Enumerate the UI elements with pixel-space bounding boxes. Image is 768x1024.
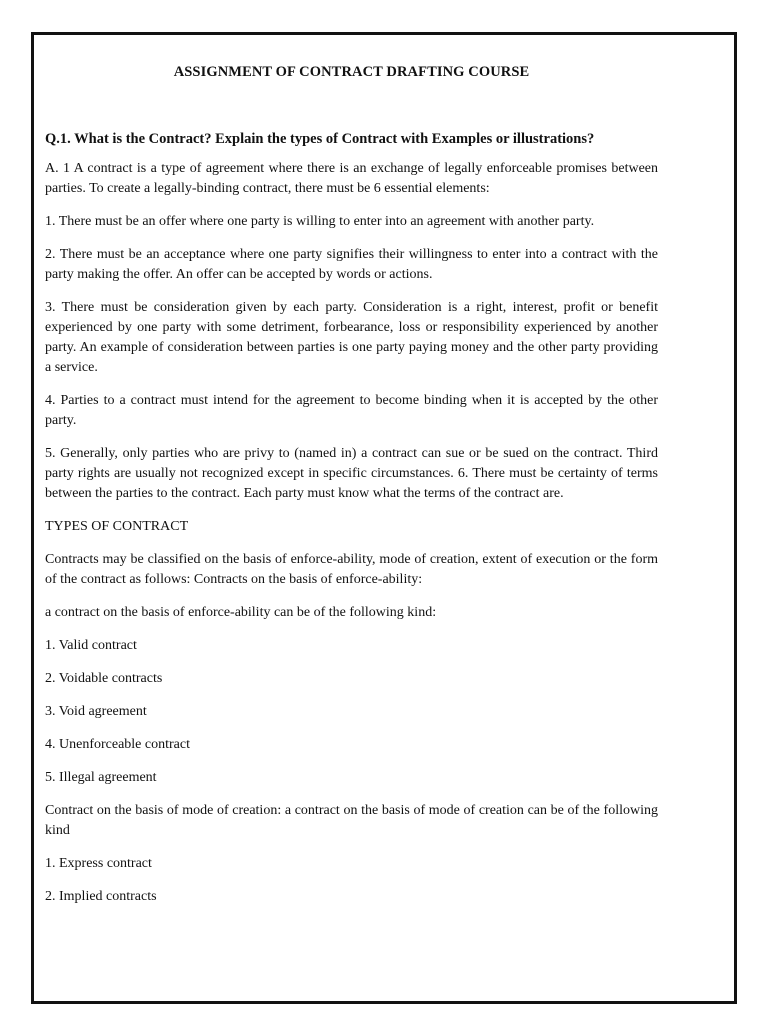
document-body	[45, 62, 658, 920]
element-paragraph: 5. Generally, only parties who are privy to (named in) a contract can sue or be sued on the contract. Third party rights are usually not recognized except in specific circumstances. 6. There must be certainty of terms between the parties to the contract. Each party must know what the terms of the contract are.	[45, 446, 658, 501]
classification-intro: Contracts may be classified on the basis of enforce-ability, mode of creation, extent of execution or the form of the contract as follows: Contracts on the basis of enforce-ability:	[45, 552, 658, 587]
list-item: 1. Express contract	[45, 856, 152, 871]
list-item: 4. Unenforceable contract	[45, 737, 190, 752]
list-item: 2. Voidable contracts	[45, 671, 163, 686]
types-heading: TYPES OF CONTRACT	[45, 519, 189, 534]
list-item: 1. Valid contract	[45, 638, 137, 653]
element-paragraph: 2. There must be an acceptance where one party signifies their willingness to enter into a contract with the party making the offer. An offer can be accepted by words or actions.	[45, 247, 658, 282]
element-paragraph: 3. There must be consideration given by each party. Consideration is a right, interest, profit or benefit experienced by one party with some detriment, forbearance, loss or responsibility experienced by another party. An example of consideration between parties is one party paying money and the other party providing a service.	[45, 300, 658, 375]
enforceability-intro: a contract on the basis of enforce-ability can be of the following kind:	[45, 605, 437, 620]
question-heading: Q.1. What is the Contract? Explain the types of Contract with Examples or illustrations?	[45, 131, 595, 147]
list-item: 2. Implied contracts	[45, 889, 157, 904]
creation-intro: Contract on the basis of mode of creation: a contract on the basis of mode of creation can be of the following kind	[45, 803, 658, 838]
element-paragraph: 1. There must be an offer where one party is willing to enter into an agreement with another party.	[45, 214, 595, 229]
answer-intro: A. 1 A contract is a type of agreement where there is an exchange of legally enforceable promises between parties. To create a legally-binding contract, there must be 6 essential elements:	[45, 161, 658, 196]
document-title: ASSIGNMENT OF CONTRACT DRAFTING COURSE	[173, 64, 530, 80]
list-item: 5. Illegal agreement	[45, 770, 157, 785]
element-paragraph: 4. Parties to a contract must intend for the agreement to become binding when it is accepted by the other party.	[45, 393, 658, 428]
list-item: 3. Void agreement	[45, 704, 147, 719]
